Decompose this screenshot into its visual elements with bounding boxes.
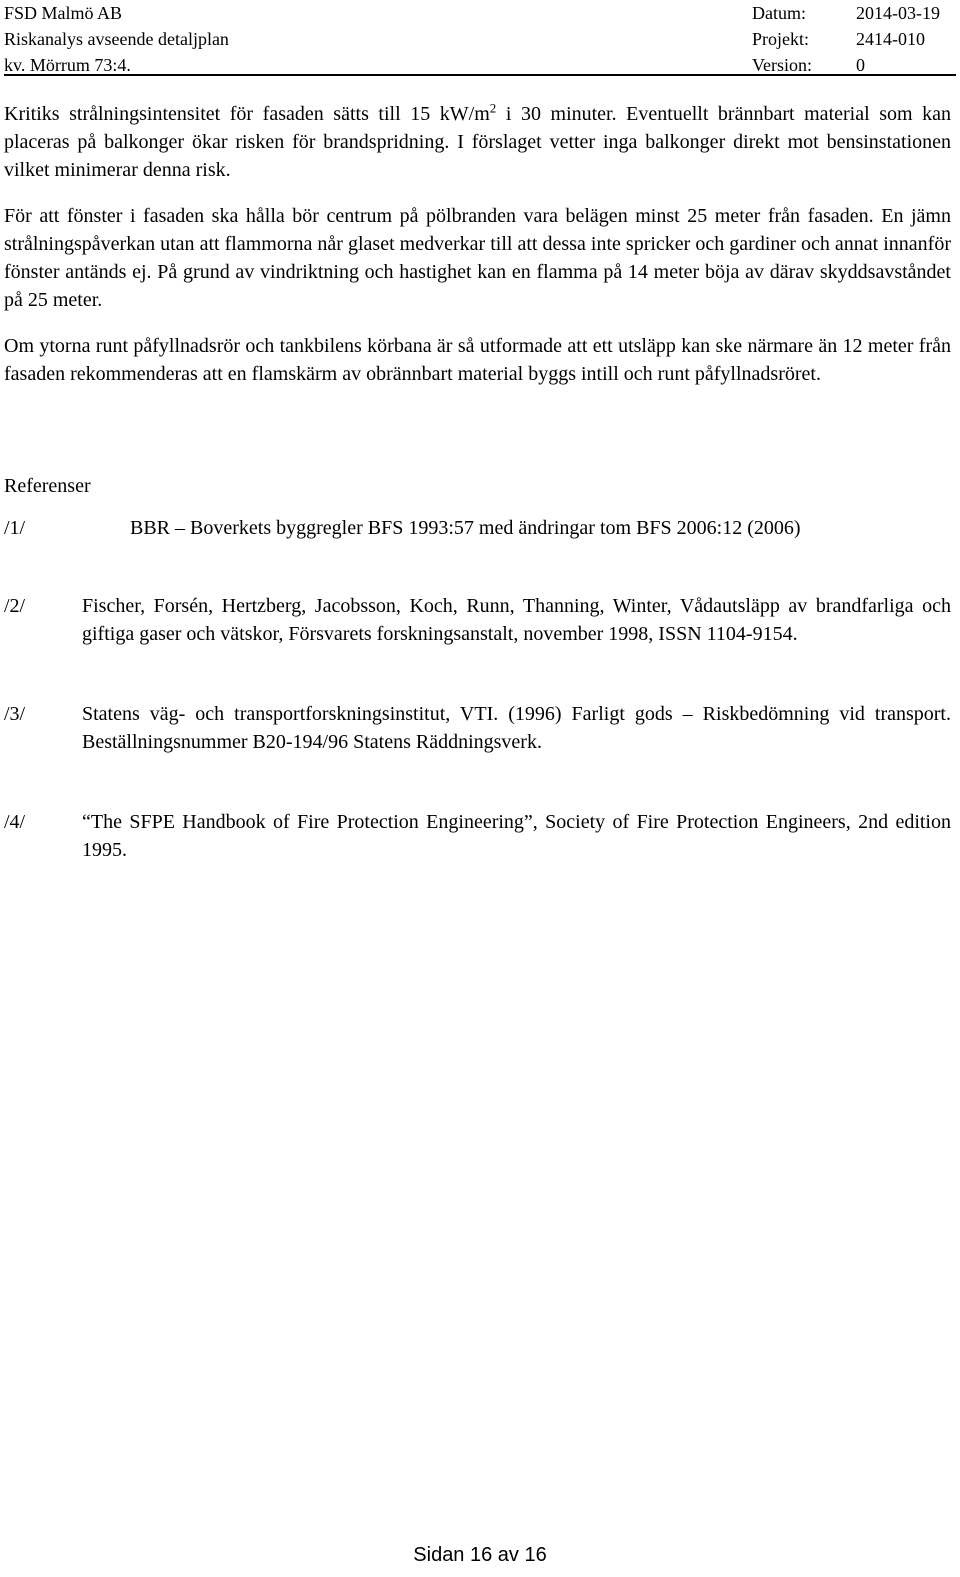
paragraph-radiation-text-b: i 30 minuter. Eventuellt brännbart material som kan placeras på balkonger ökar risken för brandspridning. I förslaget vetter inga balkonger direkt mot bensinstationen vilket minimerar denna risk. [4, 103, 951, 181]
page-header [4, 0, 956, 76]
version-label: Version: [752, 55, 812, 75]
reference-text: BBR – Boverkets byggregler BFS 1993:57 med ändringar tom BFS 2006:12 (2006) [130, 517, 801, 539]
document-title: Riskanalys avseende detaljplan [4, 29, 229, 49]
reference-item [4, 592, 951, 648]
date-value: 2014-03-19 [856, 3, 940, 23]
header-left [4, 0, 229, 78]
paragraph-radiation-text-a: Kritiks strålningsintensitet för fasaden sätts till 15 kW/m [4, 103, 490, 125]
company-name: FSD Malmö AB [4, 3, 123, 23]
reference-item [4, 808, 951, 864]
reference-text: Statens väg- och transportforskningsinstitut, VTI. (1996) Farligt gods – Riskbedömning vid transport. Beställningsnummer B20-194/96 Statens Räddningsverk. [82, 703, 951, 753]
superscript-2: 2 [489, 100, 497, 116]
date-label: Datum: [752, 3, 806, 23]
paragraph-radiation [4, 100, 951, 184]
project-value: 2414-010 [856, 29, 925, 49]
date-row [752, 0, 940, 26]
reference-number: /3/ [4, 703, 26, 725]
reference-item [4, 700, 951, 756]
references-heading: Referenser [4, 475, 91, 497]
project-label: Projekt: [752, 29, 809, 49]
page-content [4, 100, 951, 908]
version-row [752, 52, 940, 78]
page-number: Sidan 16 av 16 [413, 1544, 547, 1566]
paragraph-windows: För att fönster i fasaden ska hålla bör centrum på pölbranden vara belägen minst 25 meter från fasaden. En jämn strålningspåverkan utan att flammorna når glaset medverkar till att dessa inte spricker och gardiner och annat innanför fönster antänds ej. På grund av vindriktning och hastighet kan en flamma på 14 meter böja av därav skyddsavståndet på 25 meter. [4, 205, 951, 311]
version-value: 0 [856, 55, 865, 75]
property-name: kv. Mörrum 73:4. [4, 55, 131, 75]
project-row [752, 26, 940, 52]
reference-number: /4/ [4, 811, 26, 833]
header-right [752, 0, 940, 78]
paragraph-flame-screen: Om ytorna runt påfyllnadsrör och tankbilens körbana är så utformade att ett utsläpp kan ske närmare än 12 meter från fasaden rekommenderas att en flamskärm av obrännbart material byggs intill och runt påfyllnadsröret. [4, 335, 951, 385]
reference-number: /1/ [4, 517, 26, 539]
reference-text: Fischer, Forsén, Hertzberg, Jacobsson, Koch, Runn, Thanning, Winter, Vådautsläpp av brandfarliga och giftiga gaser och vätskor, Försvarets forskningsanstalt, november 1998, ISSN 1104-9154. [82, 595, 951, 645]
reference-number: /2/ [4, 595, 26, 617]
reference-text: “The SFPE Handbook of Fire Protection Engineering”, Society of Fire Protection Engineers, 2nd edition 1995. [82, 811, 951, 861]
reference-item [4, 514, 951, 542]
